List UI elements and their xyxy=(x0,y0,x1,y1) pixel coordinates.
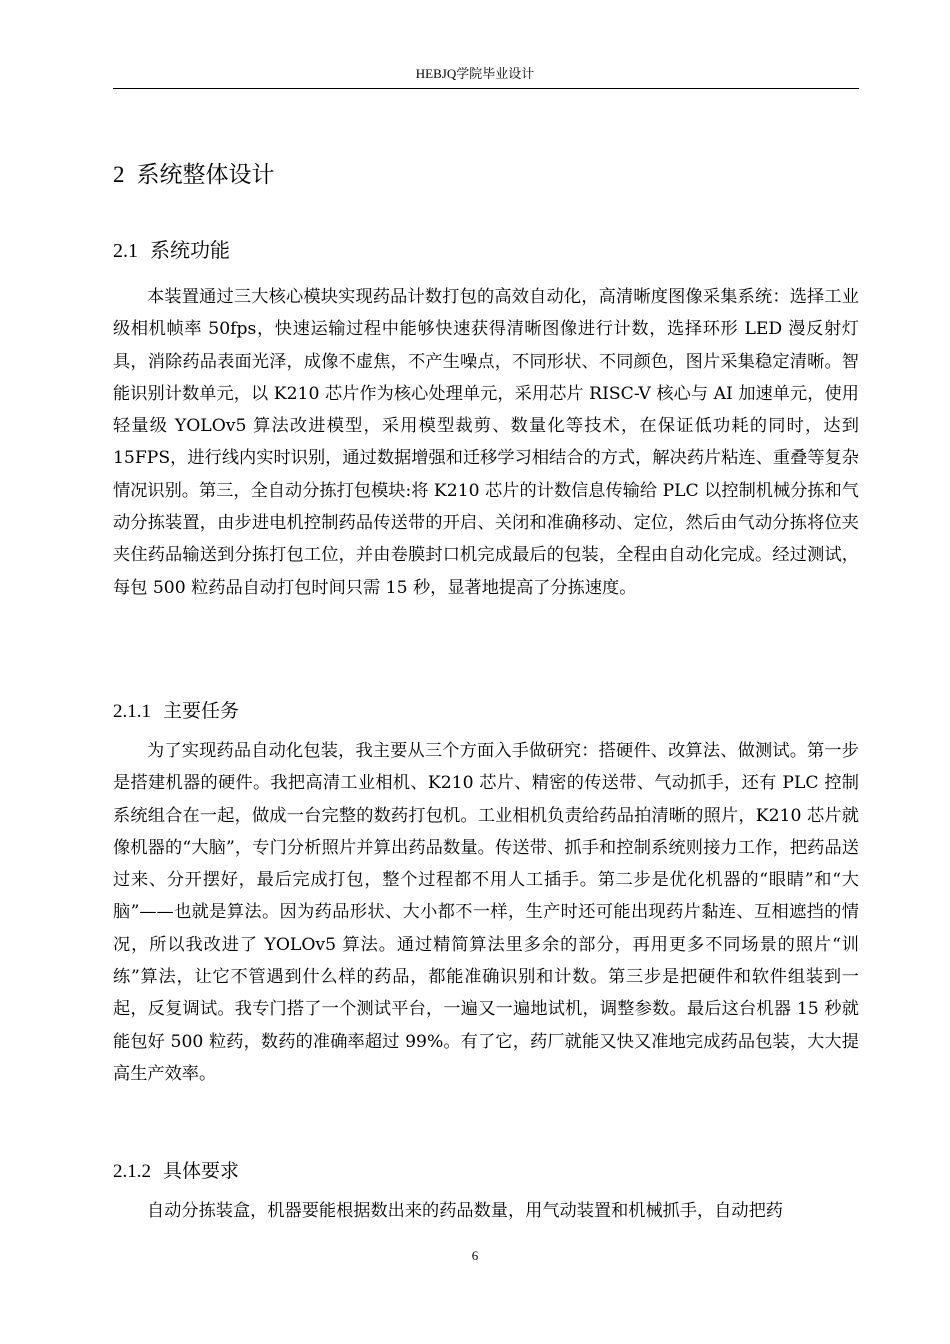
header-rule xyxy=(113,88,859,89)
section-title: 主要任务 xyxy=(163,700,240,722)
paragraph-specific-requirements: 自动分拣装盒，机器要能根据数出来的药品数量，用气动装置和机械抓手，自动把药 xyxy=(147,1201,783,1221)
page-number: 6 xyxy=(471,1248,479,1263)
chapter-title: 系统整体设计 xyxy=(136,162,275,188)
section-heading-2-1-1 xyxy=(113,696,239,727)
paragraph-system-function: 本装置通过三大核心模块实现药品计数打包的高效自动化，高清晰度图像采集系统：选择工业级相机帧率 50fps，快速运输过程中能够快速获得清晰图像进行计数，选择环形 LED 漫反射灯具，消除药品表面光泽，成像不虚焦，不产生噪点，不同形状、不同颜色，图片采集稳定清晰。智能识别计数单元，以 K210 芯片作为核心处理单元，采用芯片 RISC-V 核心与 AI 加速单元，使用轻量级 YOLOv5 算法改进模型，采用模型裁剪、数量化等技术，在保证低功耗的同时，达到 15FPS，进行线内实时识别，通过数据增强和迁移学习相结合的方式，解决药片粘连、重叠等复杂情况识别。第三，全自动分拣打包模块:将 K210 芯片的计数信息传输给 PLC 以控制机械分拣和气动分拣装置，由步进电机控制药品传送带的开启、关闭和准确移动、定位，然后由气动分拣将位夹夹住药品输送到分拣打包工位，并由卷膜封口机完成最后的包装，全程由自动化完成。经过测试，每包 500 粒药品自动打包时间只需 15 秒，显著地提高了分拣速度。 xyxy=(113,287,859,598)
chapter-heading xyxy=(113,160,275,190)
section-title: 具体要求 xyxy=(163,1160,240,1182)
section-number: 2.1.1 xyxy=(113,701,151,722)
section-number: 2.1.2 xyxy=(113,1161,151,1182)
section-heading-2-1 xyxy=(113,235,230,266)
section-heading-2-1-2 xyxy=(113,1156,239,1187)
paragraph-main-tasks: 为了实现药品自动化包装，我主要从三个方面入手做研究：搭硬件、改算法、做测试。第一步是搭建机器的硬件。我把高清工业相机、K210 芯片、精密的传送带、气动抓手，还有 PLC 控制系统组合在一起，做成一台完整的数药打包机。工业相机负责给药品拍清晰的照片，K210 芯片就像机器的“大脑”，专门分析照片并算出药品数量。传送带、抓手和控制系统则接力工作，把药品送过来、分开摆好，最后完成打包，整个过程都不用人工插手。第二步是优化机器的“眼睛”和“大脑”——也就是算法。因为药品形状、大小都不一样，生产时还可能出现药片黏连、互相遮挡的情况，所以我改进了 YOLOv5 算法。通过精简算法里多余的部分，再用更多不同场景的照片“训练”算法，让它不管遇到什么样的药品，都能准确识别和计数。第三步是把硬件和软件组装到一起，反复调试。我专门搭了一个测试平台，一遍又一遍地试机，调整参数。最后这台机器 15 秒就能包好 500 粒药，数药的准确率超过 99%。有了它，药厂就能又快又准地完成药品包装，大大提高生产效率。 xyxy=(113,741,859,1084)
running-header: HEBJQ学院毕业设计 xyxy=(415,66,535,81)
section-title: 系统功能 xyxy=(150,238,230,262)
chapter-number: 2 xyxy=(113,162,125,187)
section-number: 2.1 xyxy=(113,240,138,262)
